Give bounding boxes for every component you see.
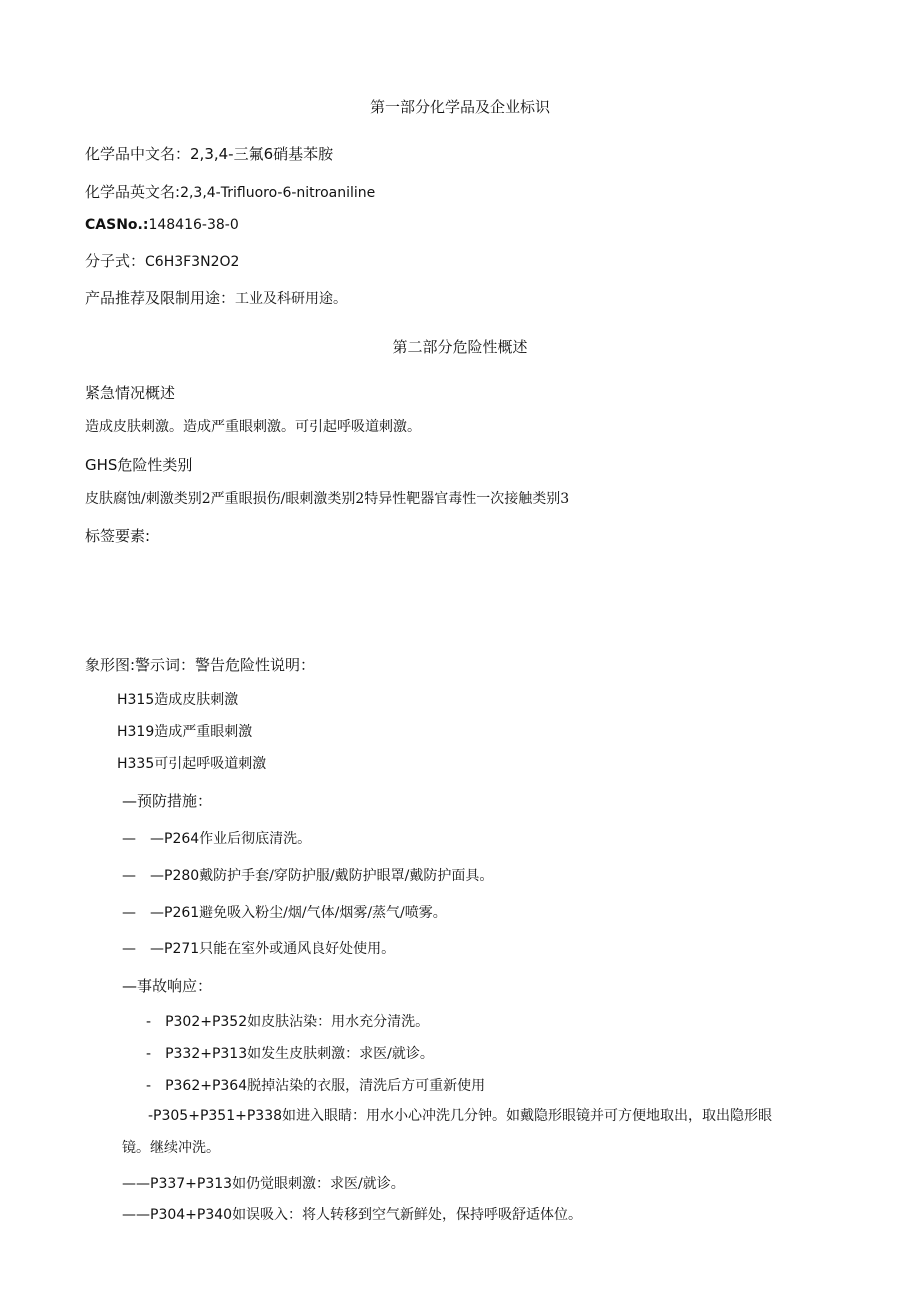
response-code: P332+P313	[165, 1046, 248, 1062]
cas-value: 148416-38-0	[148, 217, 239, 233]
cn-name-row	[85, 145, 333, 164]
prevention-dash: —	[122, 831, 136, 847]
cn-name-label: 化学品中文名：	[85, 145, 191, 163]
p337-code: ——P337+P313	[122, 1176, 233, 1192]
hazard-statement	[117, 691, 238, 709]
hazard-text: 造成严重眼刺激	[154, 724, 253, 740]
response-item	[146, 1045, 434, 1063]
p305-continuation: 镜。继续冲洗。	[122, 1140, 220, 1156]
usage-label: 产品推荐及限制用途：	[85, 289, 236, 307]
prevention-heading: —预防措施：	[122, 792, 213, 810]
p337-line	[122, 1175, 405, 1193]
response-code: P362+P364	[165, 1078, 248, 1094]
hazard-statement	[117, 755, 266, 773]
p305-line	[148, 1107, 772, 1125]
response-code: P302+P352	[165, 1014, 248, 1030]
prevention-text: 避免吸入粉尘/烟/气体/烟雾/蒸气/喷雾。	[199, 905, 447, 921]
emergency-heading: 紧急情况概述	[85, 384, 176, 402]
response-dash: -	[146, 1046, 152, 1062]
hazard-statement	[117, 723, 252, 741]
ghs-heading	[85, 456, 192, 474]
ghs-text: 皮肤腐蚀/刺激类别2严重眼损伤/眼刺激类别2特异性靶器官毒性一次接触类别3	[85, 491, 570, 507]
usage-row	[85, 289, 347, 308]
response-dash: -	[146, 1014, 152, 1030]
p337-text: 如仍觉眼刺激：求医/就诊。	[232, 1176, 405, 1192]
cn-name-value: 2,3,4-三氟6硝基苯胺	[190, 145, 334, 163]
en-name-label: 化学品英文名:	[85, 183, 181, 201]
prevention-text: 戴防护手套/穿防护服/戴防护眼罩/戴防护面具。	[199, 868, 494, 884]
section1-title: 第一部分化学品及企业标识	[369, 98, 550, 116]
response-item	[146, 1077, 485, 1095]
formula-row	[85, 252, 239, 271]
p304-code: ——P304+P340	[122, 1207, 233, 1223]
prevention-code: —P261	[150, 905, 200, 921]
p305-text: 如进入眼睛：用水小心冲洗几分钟。如戴隐形眼镜并可方便地取出，取出隐形眼	[282, 1108, 773, 1124]
p305-code: -P305+P351+P338	[148, 1108, 283, 1124]
hazard-code: H315	[117, 692, 155, 708]
prevention-code: —P271	[150, 941, 200, 957]
pictogram-line: 象形图:警示词：警告危险性说明：	[85, 656, 316, 674]
prevention-item	[122, 830, 311, 848]
prevention-dash: —	[122, 905, 136, 921]
emergency-text: 造成皮肤刺激。造成严重眼刺激。可引起呼吸道刺激。	[85, 419, 421, 435]
response-heading: —事故响应：	[122, 977, 213, 995]
response-text: 脱掉沾染的衣服，清洗后方可重新使用	[247, 1078, 486, 1094]
usage-value: 工业及科研用途。	[235, 291, 348, 307]
response-dash: -	[146, 1078, 152, 1094]
prevention-text: 作业后彻底清洗。	[199, 831, 312, 847]
ghs-heading-text: GHS危险性类别	[85, 456, 193, 474]
prevention-text: 只能在室外或通风良好处使用。	[199, 941, 396, 957]
en-name-value: 2,3,4-Trifluoro-6-nitroaniline	[180, 185, 376, 201]
p304-text: 如误吸入：将人转移到空气新鲜处，保持呼吸舒适体位。	[232, 1207, 583, 1223]
prevention-code: —P280	[150, 868, 200, 884]
label-elements: 标签要素:	[85, 527, 151, 545]
prevention-dash: —	[122, 941, 136, 957]
hazard-text: 可引起呼吸道刺激	[154, 756, 267, 772]
prevention-item	[122, 867, 493, 885]
hazard-code: H335	[117, 756, 155, 772]
formula-label: 分子式：	[85, 252, 146, 270]
section2-title: 第二部分危险性概述	[392, 338, 528, 356]
response-item	[146, 1013, 429, 1031]
prevention-code: —P264	[150, 831, 200, 847]
prevention-dash: —	[122, 868, 136, 884]
cas-label: CASNo.:	[85, 217, 149, 233]
hazard-code: H319	[117, 724, 155, 740]
p304-line	[122, 1206, 582, 1224]
formula-value: C6H3F3N2O2	[145, 254, 240, 270]
response-text: 如皮肤沾染：用水充分清洗。	[247, 1014, 430, 1030]
hazard-text: 造成皮肤刺激	[154, 692, 239, 708]
en-name-row	[85, 183, 375, 202]
response-text: 如发生皮肤刺激：求医/就诊。	[247, 1046, 434, 1062]
prevention-item	[122, 940, 395, 958]
prevention-item	[122, 904, 447, 922]
cas-row	[85, 216, 239, 234]
